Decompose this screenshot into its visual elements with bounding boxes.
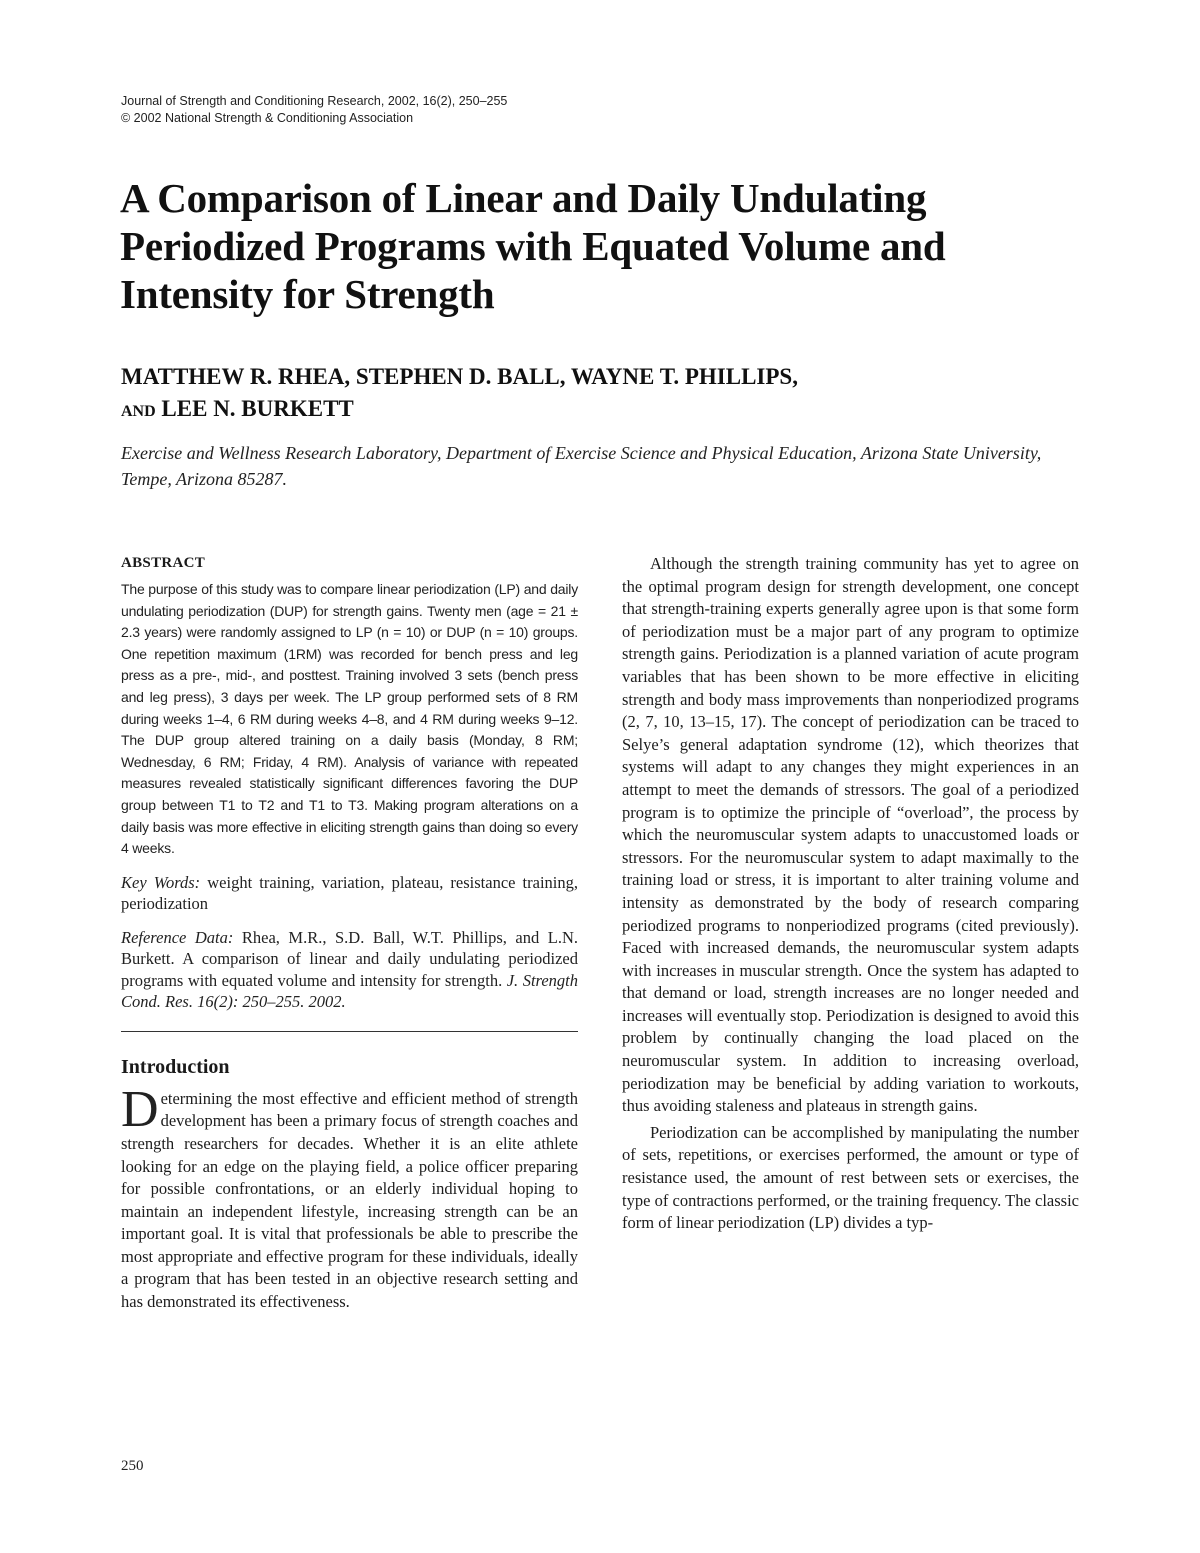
journal-citation-line: Journal of Strength and Conditioning Research, 2002, 16(2), 250–255 [121,94,508,108]
section-divider [121,1031,578,1032]
introduction-heading: Introduction [121,1055,230,1078]
article-title: A Comparison of Linear and Daily Undulating Periodized Programs with Equated Volume and Intensity for Strength [120,175,946,317]
keywords-text: weight training, variation, plateau, resistance training, periodization [121,872,578,914]
page-number: 250 [121,1458,144,1474]
drop-cap: D [121,1080,159,1138]
reference-data-label: Reference Data: [121,927,234,947]
abstract-heading: ABSTRACT [121,555,206,571]
author-list [121,361,1081,425]
reference-data [121,927,578,1013]
journal-header [121,93,507,127]
right-column [622,553,1079,1235]
author-line-1: MATTHEW R. RHEA, STEPHEN D. BALL, WAYNE T. PHILLIPS, [121,364,798,389]
author-last: LEE N. BURKETT [155,396,354,421]
abstract-text: The purpose of this study was to compare linear periodization (LP) and daily undulating periodization (DUP) for strength gains. Twenty men (age = 21 ± 2.3 years) were randomly assigned to LP (n = 10) or DUP (n = 10) groups. One repetition maximum (1RM) was recorded for bench press and leg press as a pre-, mid-, and posttest. Training involved 3 sets (bench press and leg press), 3 days per week. The LP group performed sets of 8 RM during weeks 1–4, 6 RM during weeks 4–8, and 4 RM during weeks 9–12. The DUP group altered training on a daily basis (Monday, 8 RM; Wednesday, 6 RM; Friday, 4 RM). Analysis of variance with repeated measures revealed statistically significant differences favoring the DUP group between T1 to T2 and T1 to T3. Making program alterations on a daily basis was more effective in eliciting strength gains than doing so every 4 weeks. [121,581,578,857]
author-line-2 [121,393,1081,425]
affiliation: Exercise and Wellness Research Laboratory, Department of Exercise Science and Physical Education, Arizona State University, Tempe, Arizona 85287. [121,443,1042,489]
reference-data-citation: J. Strength Cond. Res. 16(2): 250–255. 2002. [121,970,578,1012]
introduction-paragraph-1 [121,1080,578,1314]
reference-data-text: Rhea, M.R., S.D. Ball, W.T. Phillips, and L.N. Burkett. A comparison of linear and daily undulating periodized programs with equated volume and intensity for strength. [121,927,578,990]
right-paragraph-2: Periodization can be accomplished by manipulating the number of sets, repetitions, or exercises performed, the amount or type of resistance used, the amount of rest between sets or exercises, the type of contractions performed, or the training frequency. The classic form of linear periodization (LP) divides a typ- [622,1122,1079,1233]
right-paragraph-1: Although the strength training community has yet to agree on the optimal program design for strength development, one concept that strength-training experts generally agree upon is that some form of periodization must be a major part of any program to optimize strength gains. Periodization is a planned variation of acute program variables that has been shown to be more effective in eliciting strength and body mass improvements than nonperiodized programs (2, 7, 10, 13–15, 17). The concept of periodization can be traced to Selye’s general adaptation syndrome (12), which theorizes that systems will adapt to any changes they might experiences in an attempt to meet the demands of stressors. The goal of a periodized program is to optimize the principle of “overload”, the process by which the neuromuscular system adapts to unaccustomed loads or stressors. For the neuromuscular system to adapt maximally to the training load or stress, it is important to alter training volume and intensity as demonstrated by the body of research comparing periodized programs to nonperiodized programs (cited previously). Faced with increased demands, the neuromuscular system adapts with increases in muscular strength. Once the system has adapted to that demand or load, strength increases are no longer needed and increases will eventually stop. Periodization is designed to avoid this problem by continually changing the load placed on the neuromuscular system. In addition to increasing overload, periodization may be beneficial by adding variation to workouts, thus avoiding staleness and plateaus in strength gains. [622,554,1079,1116]
keywords-label: Key Words: [121,872,201,892]
copyright-line: © 2002 National Strength & Conditioning Association [121,111,414,125]
introduction-paragraph-1-text: etermining the most effective and efficient method of strength development has been a primary focus of strength coaches and strength researchers for decades. Whether it is an elite athlete looking for an edge on the playing field, a police officer preparing for possible confrontations, or an elderly individual hoping to maintain an independent lifestyle, increasing strength can be an important goal. It is vital that professionals be able to prescribe the most appropriate and effective program for these individuals, ideally a program that has been tested in an objective research setting and has demonstrated its effectiveness. [121,1088,578,1312]
keywords [121,872,578,915]
author-and-word: and [121,396,156,421]
left-column [121,553,578,1314]
